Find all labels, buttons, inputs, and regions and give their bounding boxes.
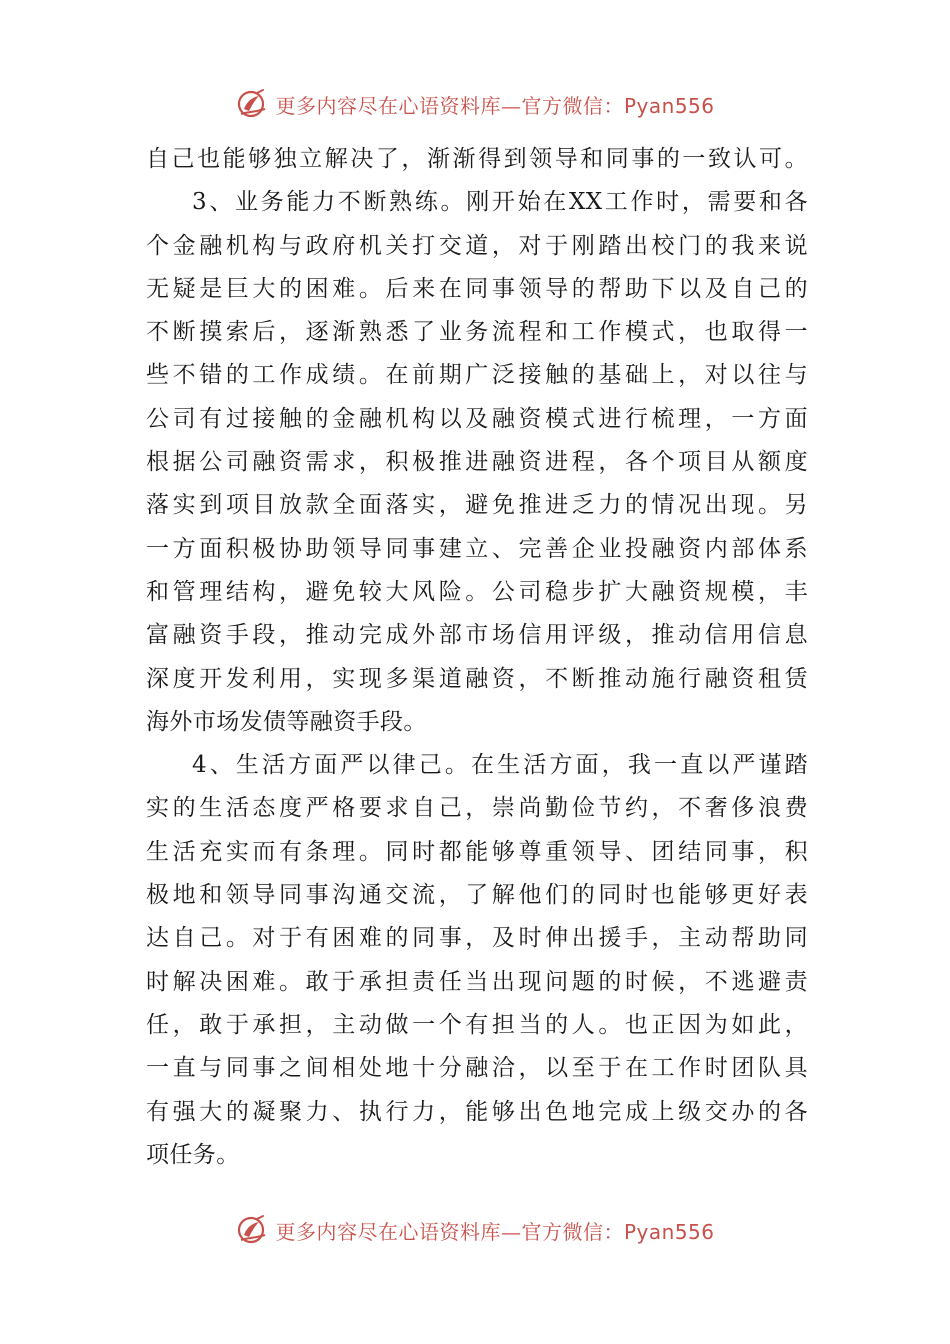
body-line: 自己也能够独立解决了，渐渐得到领导和同事的一致认可。 <box>146 146 808 172</box>
document-body <box>146 138 808 1177</box>
footer-banner-inner <box>235 1213 714 1247</box>
body-line: 一方面积极协助领导同事建立、完善企业投融资内部体系 <box>146 535 808 562</box>
body-line: 任，敢于承担，主动做一个有担当的人。也正因为如此， <box>146 1011 808 1038</box>
pen-signature-logo-icon <box>235 1213 269 1247</box>
body-line: 3、业务能力不断熟练。刚开始在XX工作时，需要和各 <box>192 189 808 216</box>
header-wechat-id: Pyan556 <box>623 93 715 118</box>
footer-banner <box>0 1210 950 1250</box>
body-line: 有强大的凝聚力、执行力，能够出色地完成上级交办的各 <box>146 1098 808 1125</box>
footer-text: 更多内容尽在心语资料库—官方微信：Pyan556 <box>275 1219 715 1244</box>
body-line: 时解决困难。敢于承担责任当出现问题的时候，不逃避责 <box>146 968 808 995</box>
body-line: 一直与同事之间相处地十分融洽，以至于在工作时团队具 <box>146 1055 808 1082</box>
header-text: 更多内容尽在心语资料库—官方微信：Pyan556 <box>275 93 715 118</box>
body-line: 富融资手段，推动完成外部市场信用评级，推动信用信息 <box>146 622 808 649</box>
body-line: 4、生活方面严以律己。在生活方面，我一直以严谨踏 <box>192 752 808 779</box>
body-line: 项任务。 <box>146 1141 240 1168</box>
body-line: 实的生活态度严格要求自己，崇尚勤俭节约，不奢侈浪费 <box>146 795 808 822</box>
pen-signature-logo-icon <box>235 87 269 121</box>
header-banner-inner <box>235 87 714 121</box>
body-line: 生活充实而有条理。同时都能够尊重领导、团结同事，积 <box>146 838 808 865</box>
body-line: 不断摸索后，逐渐熟悉了业务流程和工作模式，也取得一 <box>146 319 808 346</box>
body-line: 达自己。对于有困难的同事，及时伸出援手，主动帮助同 <box>146 925 808 952</box>
body-line: 海外市场发债等融资手段。 <box>146 708 427 735</box>
body-line: 落实到项目放款全面落实，避免推进乏力的情况出现。另 <box>146 492 808 519</box>
header-banner <box>0 84 950 124</box>
body-line: 和管理结构，避免较大风险。公司稳步扩大融资规模，丰 <box>146 578 808 605</box>
body-line: 深度开发利用，实现多渠道融资，不断推动施行融资租赁 <box>146 665 808 692</box>
body-line: 公司有过接触的金融机构以及融资模式进行梳理，一方面 <box>146 405 808 432</box>
body-line: 无疑是巨大的困难。后来在同事领导的帮助下以及自己的 <box>146 275 808 302</box>
footer-wechat-id: Pyan556 <box>623 1219 715 1244</box>
body-line: 些不错的工作成绩。在前期广泛接触的基础上，对以往与 <box>146 362 808 389</box>
body-line: 个金融机构与政府机关打交道，对于刚踏出校门的我来说 <box>146 232 808 259</box>
body-line: 根据公司融资需求，积极推进融资进程，各个项目从额度 <box>146 449 808 476</box>
body-line: 极地和领导同事沟通交流，了解他们的同时也能够更好表 <box>146 882 808 909</box>
